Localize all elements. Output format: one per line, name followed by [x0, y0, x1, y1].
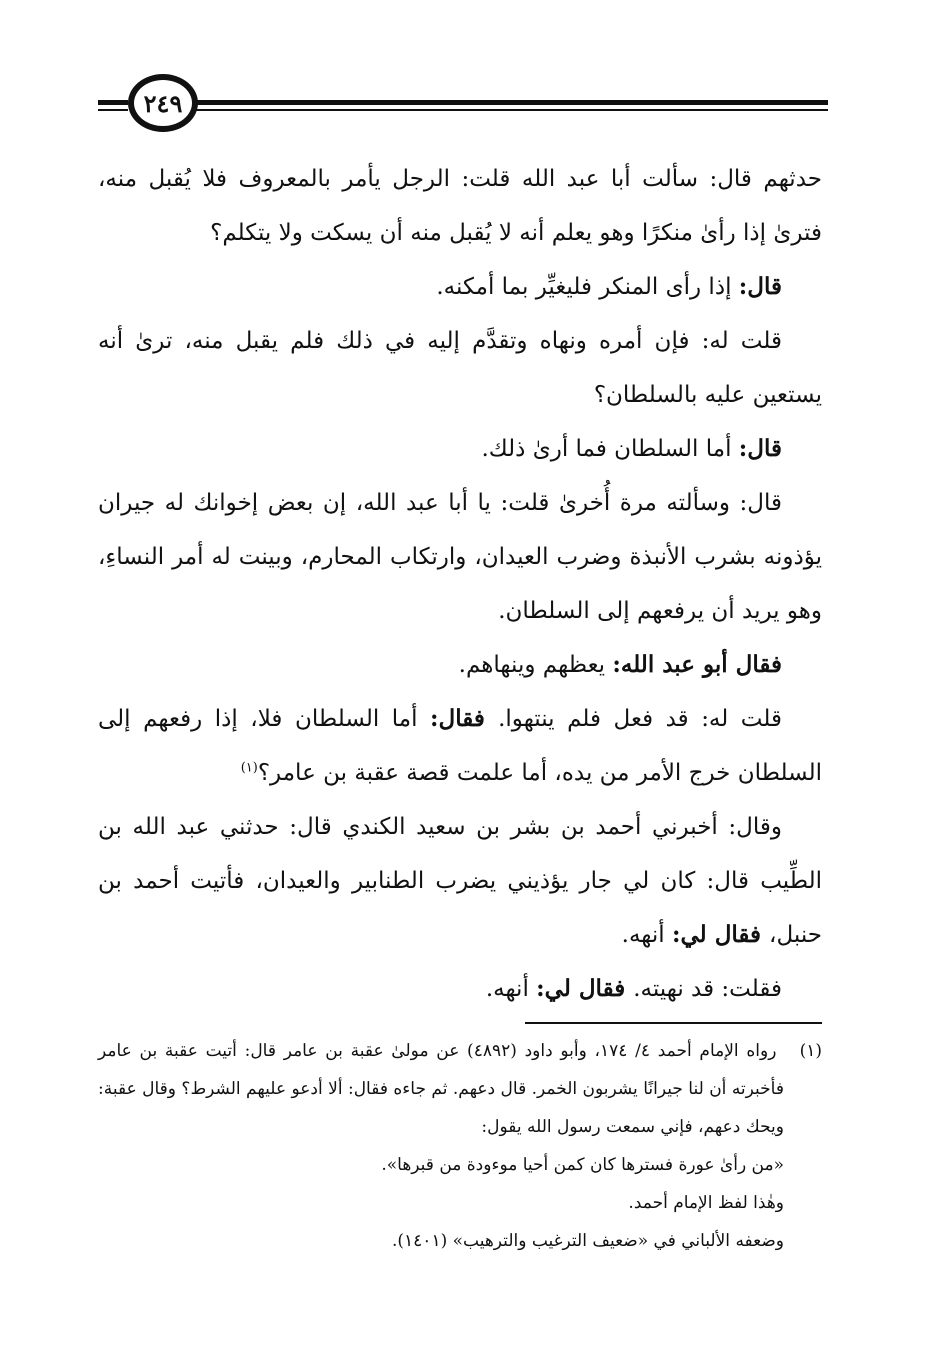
- paragraph-2: [98, 260, 822, 314]
- paragraph-text: وقال: أخبرني أحمد بن بشر بن سعيد الكندي قال: حدثني عبد الله بن الطِّيب قال: كان لي جار يؤذيني يضرب الطنابير والعيدان، فأتيت أحمد بن حنبل،: [98, 814, 822, 948]
- paragraph-3: قلت له: فإن أمره ونهاه وتقدَّم إليه في ذلك فلم يقبل منه، ترىٰ أنه يستعين عليه بالسلطان؟: [98, 328, 822, 408]
- header-rule-thick: [168, 100, 828, 105]
- paragraph-text: أنهه.: [485, 976, 537, 1002]
- footnote-number: (١): [799, 1041, 822, 1061]
- footnote-quote: «من رأىٰ عورة فسترها كان كمن أحيا موءودة من قبرها».: [381, 1155, 784, 1175]
- speaker-label: فقال لي:: [672, 921, 770, 948]
- footnote-1: [98, 1032, 822, 1146]
- speaker-label: قال:: [738, 435, 782, 462]
- paragraph-text: أما السلطان فما أرىٰ ذلك.: [481, 436, 739, 462]
- header-rule-thin: [168, 109, 828, 111]
- footnote-grading: وضعفه الألباني في «ضعيف الترغيب والترهيب» (١٤٠١).: [392, 1231, 784, 1251]
- paragraph-text: قلت له: قد فعل فلم ينتهوا.: [498, 706, 782, 732]
- paragraph-1: حدثهم قال: سألت أبا عبد الله قلت: الرجل يأمر بالمعروف فلا يُقبل منه، فترىٰ إذا رأىٰ منكرًا وهو يعلم أنه لا يُقبل منه أن يسكت ولا يتكلم؟: [98, 166, 822, 246]
- paragraph-text: يعظهم وينهاهم.: [458, 652, 613, 678]
- footnote-separator: [525, 1022, 822, 1024]
- speaker-label: فقال لي:: [536, 975, 634, 1002]
- footnote-note: وهٰذا لفظ الإمام أحمد.: [628, 1193, 784, 1213]
- paragraph-5: قال: وسألته مرة أُخرىٰ قلت: يا أبا عبد الله، إن بعض إخوانك له جيران يؤذونه بشرب الأنبذة وضرب العيدان، وارتكاب المحارم، وبينت له أمر النساءِ، وهو يريد أن يرفعهم إلى السلطان.: [98, 490, 822, 624]
- paragraph-9: [98, 962, 822, 1016]
- speaker-label: فقال أبو عبد الله:: [612, 651, 782, 678]
- footnote-reference[interactable]: (١): [240, 760, 258, 776]
- speaker-label: قال:: [738, 273, 782, 300]
- speaker-label: فقال:: [430, 705, 499, 732]
- paragraph-text: أنهه.: [621, 922, 673, 948]
- paragraph-6: [98, 638, 822, 692]
- paragraph-text: فقلت: قد نهيته.: [633, 976, 782, 1002]
- footnotes: [98, 1032, 822, 1260]
- paragraph-7: [98, 692, 822, 800]
- main-text: [98, 152, 822, 1016]
- paragraph-text: أما السلطان فلا، إذا رفعهم إلى السلطان خرج الأمر من يده، أما علمت قصة عقبة بن عامر؟: [98, 706, 822, 786]
- footnote-text: رواه الإمام أحمد ٤/ ١٧٤، وأبو داود (٤٨٩٢) عن مولىٰ عقبة بن عامر قال: أتيت عقبة بن عامر فأخبرته أن لنا جيرانًا يشربون الخمر. قال دعهم. ثم جاءه فقال: ألا أدعو عليهم الشرط؟ وقال عقبة: ويحك دعهم، فإني سمعت رسول الله يقول:: [98, 1041, 784, 1137]
- paragraph-text: إذا رأى المنكر فليغيِّر بما أمكنه.: [436, 274, 739, 300]
- header-rule-left-thick: [98, 100, 128, 105]
- paragraph-4: [98, 422, 822, 476]
- paragraph-8: [98, 800, 822, 962]
- page-header: [98, 72, 828, 136]
- page-number: ٢٤٩: [128, 74, 198, 132]
- header-rule-left-thin: [98, 109, 128, 111]
